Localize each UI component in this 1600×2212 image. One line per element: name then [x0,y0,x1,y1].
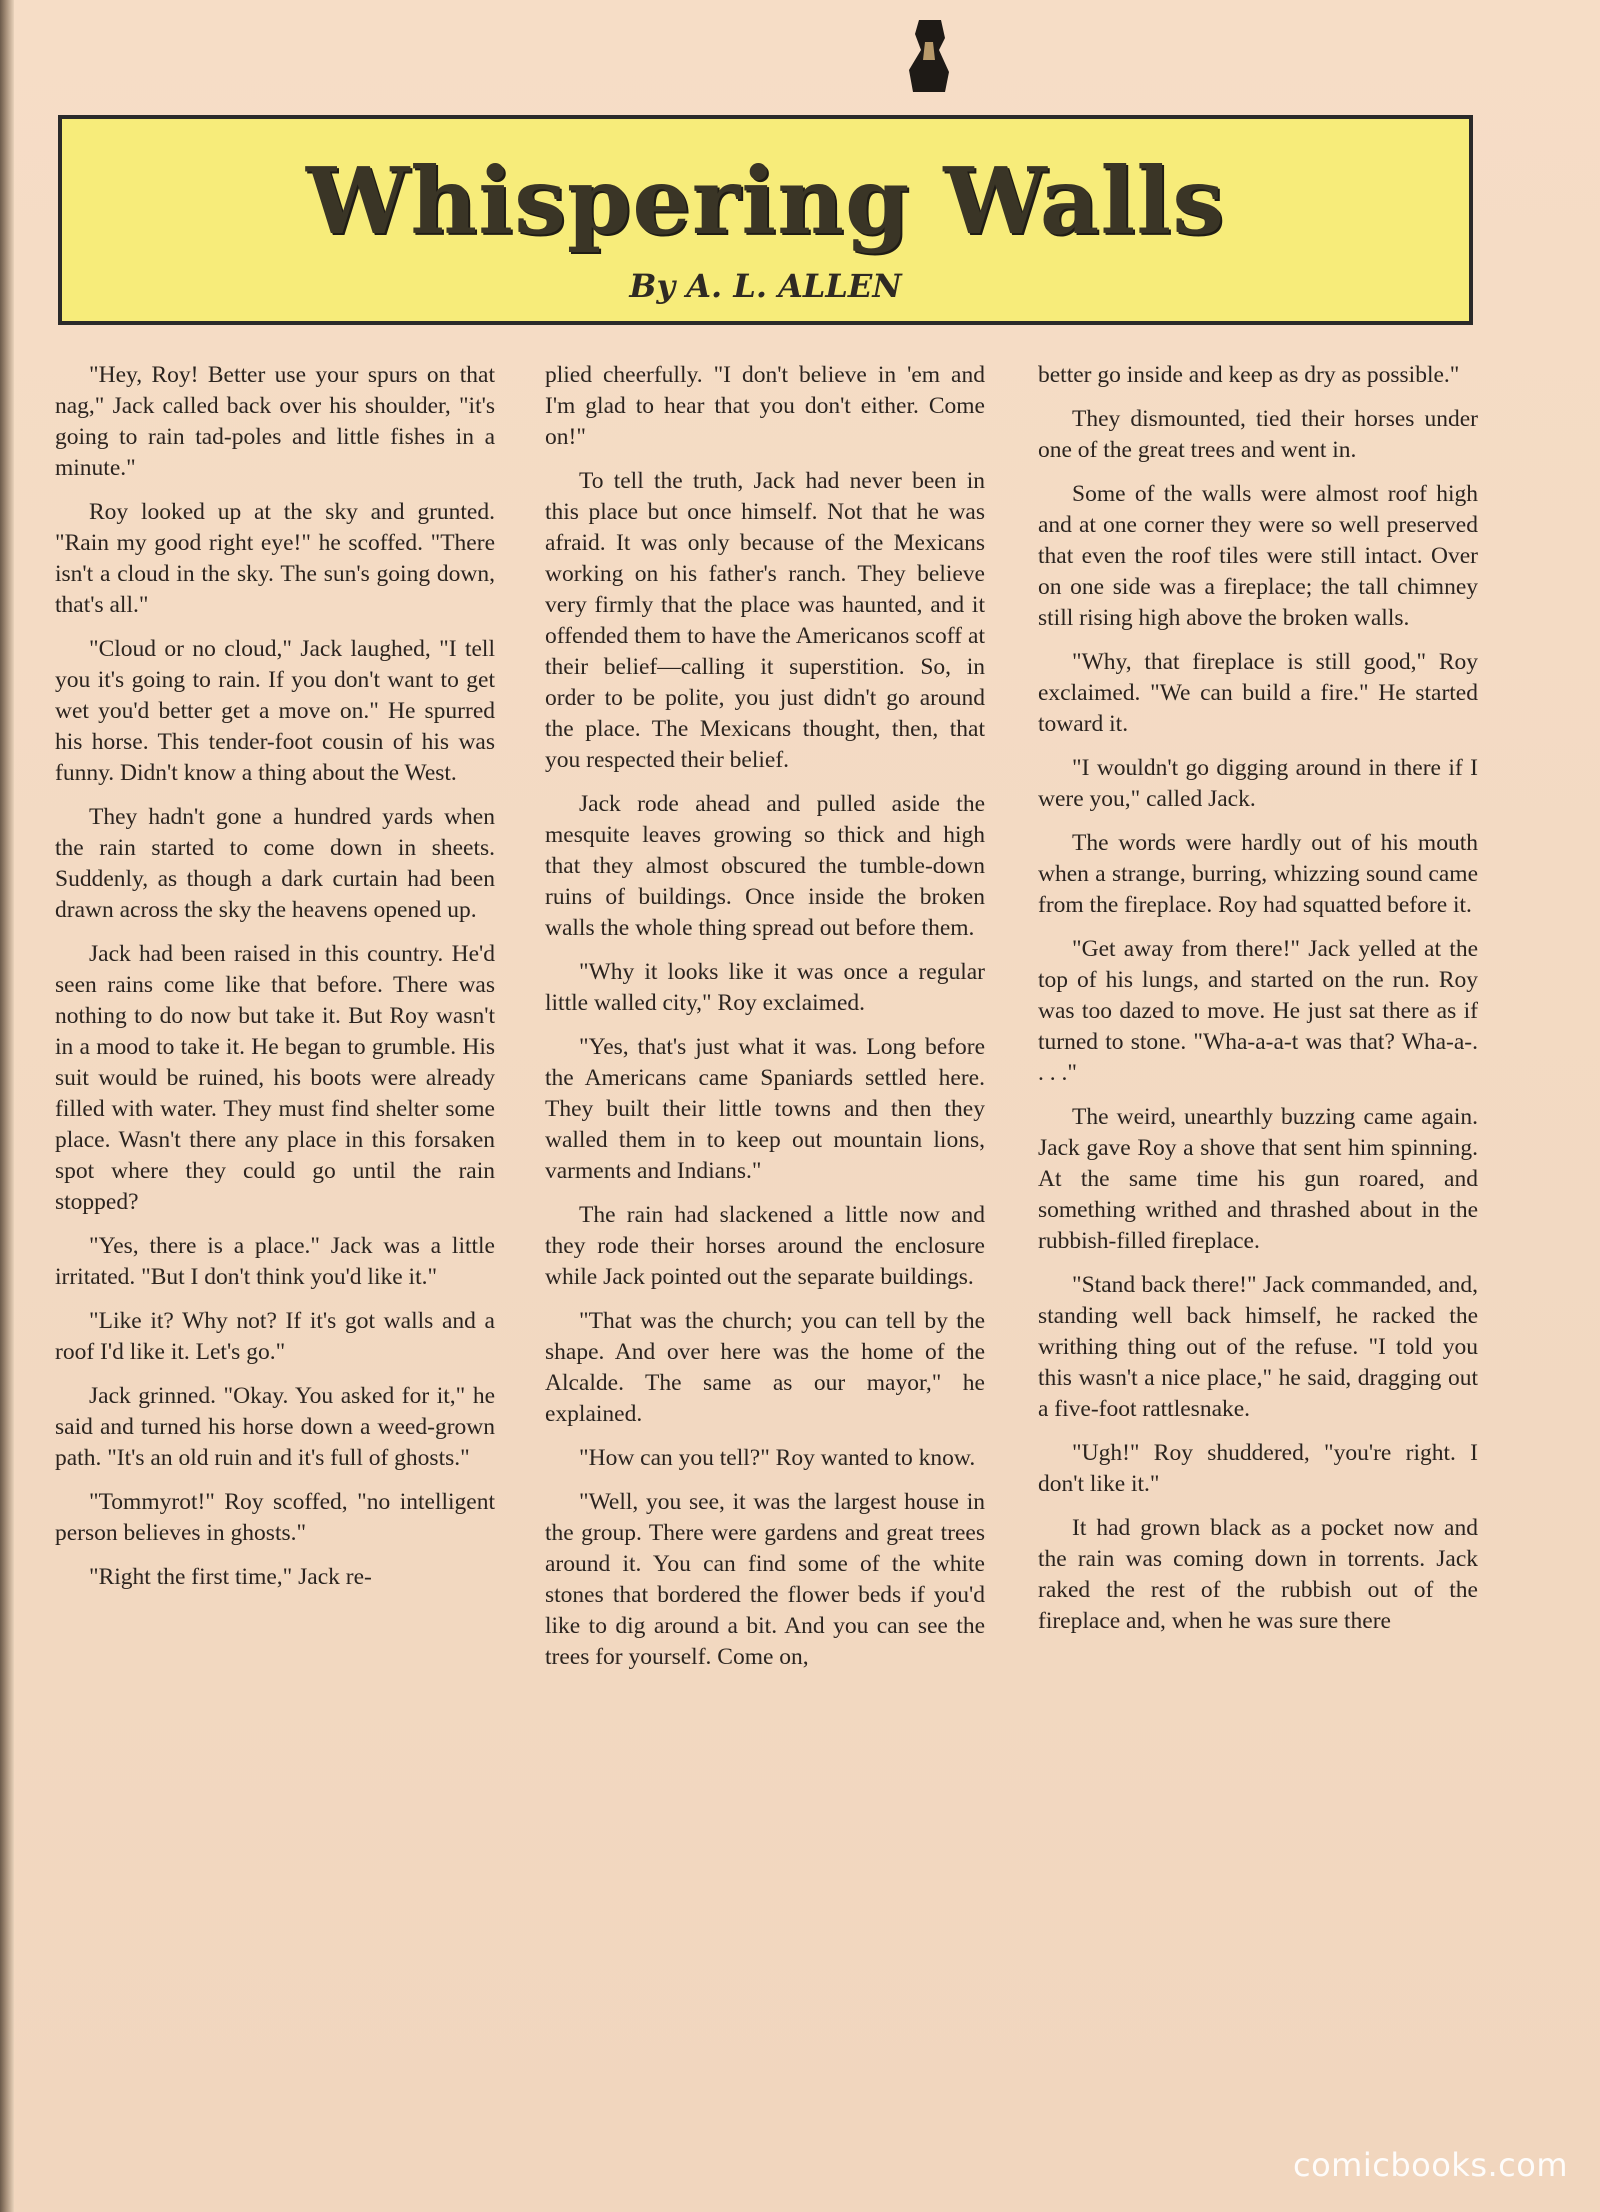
article-byline: By A. L. ALLEN [629,267,902,305]
paragraph: "Like it? Why not? If it's got walls and a roof I'd like it. Let's go." [55,1308,495,1365]
text-column-1 [55,360,495,1606]
paragraph: "Ugh!" Roy shuddered, "you're right. I don't like it." [1038,1440,1478,1497]
title-banner [58,115,1473,325]
paragraph: Jack had been raised in this country. He'd seen rains come like that before. There was nothing to do now but take it. But Roy wasn't in a mood to take it. He began to grumble. His suit would be ruined, his boots were already filled with water. They must find shelter some place. Wasn't there any place in this forsaken spot where they could go until the rain stopped? [55,941,495,1215]
paragraph: "Yes, that's just what it was. Long before the Americans came Spaniards settled here. They built their little towns and then they walled them in to keep out mountain lions, varments and Indians." [545,1034,985,1184]
paragraph: "Why, that fireplace is still good," Roy exclaimed. "We can build a fire." He started toward it. [1038,649,1478,737]
paragraph: "Why it looks like it was once a regular little walled city," Roy exclaimed. [545,959,985,1016]
paragraph: "Right the first time," Jack re- [89,1564,372,1590]
paragraph: Jack rode ahead and pulled aside the mesquite leaves growing so thick and high that they almost obscured the tumble-down ruins of buildings. Once inside the broken walls the whole thing spread out before them. [545,791,985,941]
paragraph: "That was the church; you can tell by the shape. And over here was the home of the Alcalde. The same as our mayor," he explained. [545,1308,985,1427]
paragraph: They hadn't gone a hundred yards when the rain started to come down in sheets. Suddenly, as though a dark curtain had been drawn across the sky the heavens opened up. [55,804,495,923]
paragraph: plied cheerfully. "I don't believe in 'em and I'm glad to hear that you don't either. Come on!" [545,362,985,450]
paragraph: "Yes, there is a place." Jack was a little irritated. "But I don't think you'd like it." [55,1233,495,1290]
paragraph: They dismounted, tied their horses under one of the great trees and went in. [1038,406,1478,463]
text-column-2 [545,360,985,1686]
paragraph: Some of the walls were almost roof high and at one corner they were so well preserved that even the roof tiles were still intact. Over on one side was a fireplace; the tall chimney still rising high above the broken walls. [1038,481,1478,631]
article-body [55,360,1480,2090]
text-column-3 [1038,360,1478,1650]
paragraph: better go inside and keep as dry as possible." [1038,362,1460,388]
page-binding-edge [0,0,14,2212]
paragraph: "Hey, Roy! Better use your spurs on that nag," Jack called back over his shoulder, "it's going to rain tad-poles and little fishes in a minute." [55,362,495,481]
paragraph: "Tommyrot!" Roy scoffed, "no intelligent person believes in ghosts." [55,1489,495,1546]
paragraph: "Cloud or no cloud," Jack laughed, "I tell you it's going to rain. If you don't want to get wet you'd better get a move on." He spurred his horse. This tender-foot cousin of his was funny. Didn't know a thing about the West. [55,636,495,786]
torn-tab-mark [905,20,955,92]
paragraph: Roy looked up at the sky and grunted. "Rain my good right eye!" he scoffed. "There isn't a cloud in the sky. The sun's going down, that's all." [55,499,495,618]
article-title: Whispering Walls [305,147,1226,255]
paragraph: It had grown black as a pocket now and the rain was coming down in torrents. Jack raked the rest of the rubbish out of the fireplace and, when he was sure there [1038,1515,1478,1634]
paragraph: Jack grinned. "Okay. You asked for it," he said and turned his horse down a weed-grown path. "It's an old ruin and it's full of ghosts." [55,1383,495,1471]
paragraph: The words were hardly out of his mouth when a strange, burring, whizzing sound came from the fireplace. Roy had squatted before it. [1038,830,1478,918]
paragraph: The weird, unearthly buzzing came again. Jack gave Roy a shove that sent him spinning. At the same time his gun roared, and something writhed and thrashed about in the rubbish-filled fireplace. [1038,1104,1478,1254]
paragraph: "Stand back there!" Jack commanded, and, standing well back himself, he racked the writhing thing out of the refuse. "I told you this wasn't a nice place," he said, dragging out a five-foot rattlesnake. [1038,1272,1478,1422]
paragraph: "How can you tell?" Roy wanted to know. [579,1445,976,1471]
paragraph: "Get away from there!" Jack yelled at the top of his lungs, and started on the run. Roy was too dazed to move. He just sat there as if turned to stone. "Wha-a-a-t was that? Wha-a-. . . ." [1038,936,1478,1086]
watermark: comicbooks.com [1292,2146,1568,2184]
paragraph: "I wouldn't go digging around in there if I were you," called Jack. [1038,755,1478,812]
paragraph: To tell the truth, Jack had never been in this place but once himself. Not that he was afraid. It was only because of the Mexicans working on his father's ranch. They believe very firmly that the place was haunted, and it offended them to have the Americanos scoff at their belief—calling it superstition. So, in order to be polite, you just didn't go around the place. The Mexicans thought, then, that you respected their belief. [545,468,985,773]
paragraph: "Well, you see, it was the largest house in the group. There were gardens and great trees around it. You can find some of the white stones that bordered the flower beds if you'd like to dig around a bit. And you can see the trees for yourself. Come on, [545,1489,985,1670]
paragraph: The rain had slackened a little now and they rode their horses around the enclosure while Jack pointed out the separate buildings. [545,1202,985,1290]
